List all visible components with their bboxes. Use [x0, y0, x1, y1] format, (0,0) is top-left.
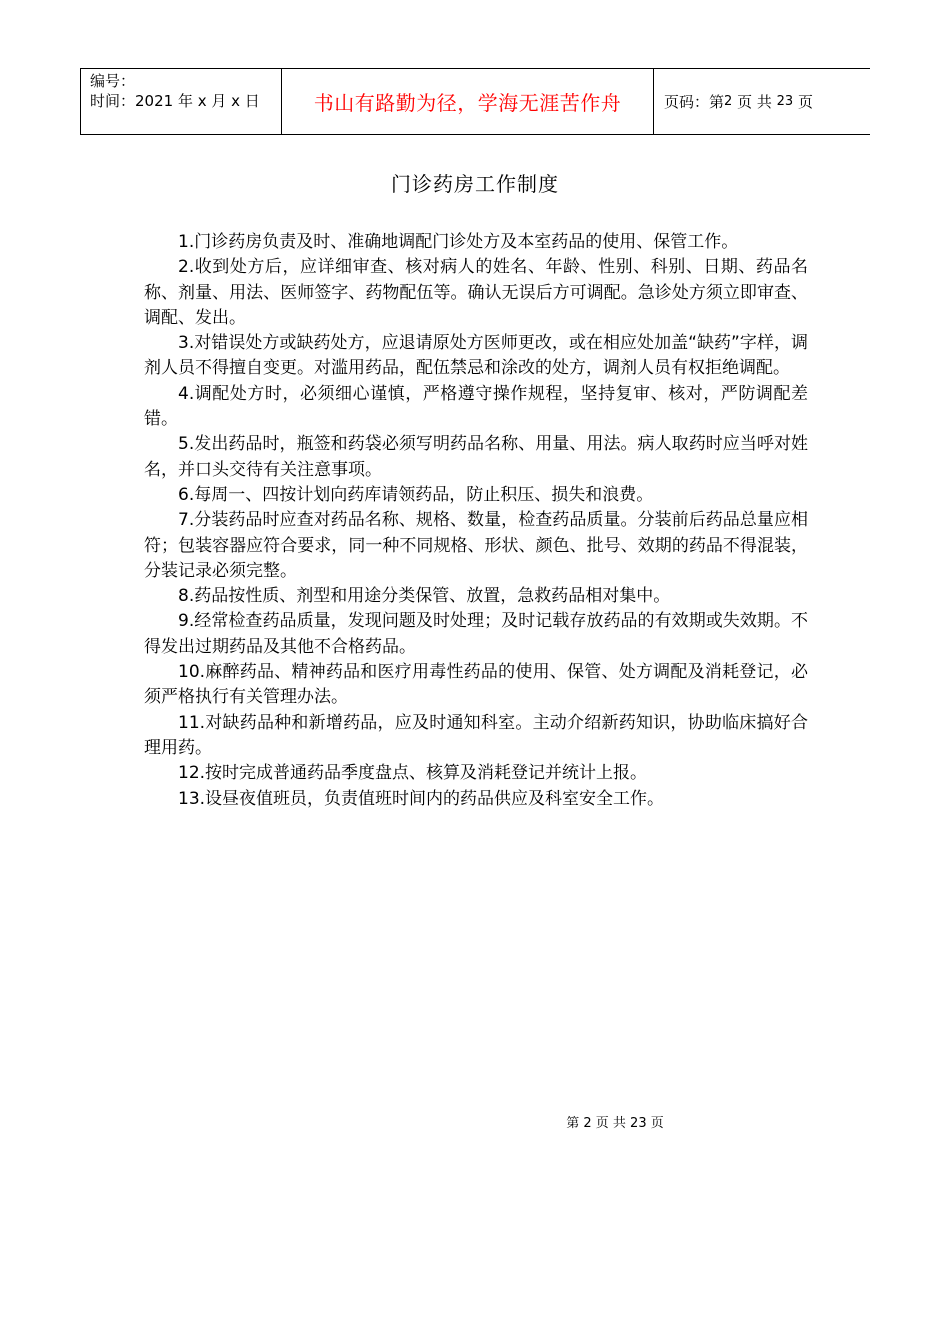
paragraph: 5.发出药品时，瓶签和药袋必须写明药品名称、用量、用法。病人取药时应当呼对姓名，并口头交待有关注意事项。	[144, 434, 808, 480]
paragraph: 13.设昼夜值班员，负责值班时间内的药品供应及科室安全工作。	[178, 788, 665, 809]
document-title: 门诊药房工作制度	[391, 172, 559, 196]
page-footer: 第 2 页 共 23 页	[566, 1116, 664, 1131]
document-header	[80, 68, 870, 135]
page-end: 页	[797, 93, 813, 111]
paragraph: 3.对错误处方或缺药处方，应退请原处方医师更改，或在相应处加盖“缺药”字样，调剂人员不得擅自变更。对滥用药品，配伍禁忌和涂改的处方，调剂人员有权拒绝调配。	[144, 333, 808, 379]
paragraph: 4.调配处方时，必须细心谨慎，严格遵守操作规程，坚持复审、核对，严防调配差错。	[144, 383, 808, 430]
time-label: 时间：2021 年 x 月 x 日	[90, 92, 260, 110]
paragraph: 6.每周一、四按计划向药库请领药品，防止积压、损失和浪费。	[178, 484, 654, 505]
header-page-info	[654, 69, 870, 134]
page-total: 23	[776, 94, 794, 109]
document-body	[144, 230, 808, 812]
paragraph: 2.收到处方后，应详细审查、核对病人的姓名、年龄、性别、科别、日期、药品名称、剂量、用法、医师签字、药物配伍等。确认无误后方可调配。急诊处方须立即审查、调配、发出。	[144, 257, 808, 328]
page-current: 2	[724, 94, 733, 109]
number-label: 编号：	[90, 72, 136, 90]
paragraph: 12.按时完成普通药品季度盘点、核算及消耗登记并统计上报。	[178, 763, 648, 784]
paragraph: 8.药品按性质、剂型和用途分类保管、放置，急救药品相对集中。	[178, 586, 671, 607]
header-meta	[81, 69, 282, 134]
page-label: 页码：第	[664, 93, 725, 111]
paragraph: 11.对缺药品种和新增药品，应及时通知科室。主动介绍新药知识，协助临床搞好合理用药。	[144, 712, 808, 758]
paragraph: 9.经常检查药品质量，发现问题及时处理；及时记载存放药品的有效期或失效期。不得发出过期药品及其他不合格药品。	[144, 611, 808, 657]
paragraph: 1.门诊药房负责及时、准确地调配门诊处方及本室药品的使用、保管工作。	[178, 232, 739, 252]
paragraph: 10.麻醉药品、精神药品和医疗用毒性药品的使用、保管、处方调配及消耗登记，必须严格执行有关管理办法。	[144, 662, 808, 708]
header-motto: 书山有路勤为径，学海无涯苦作舟	[282, 69, 654, 134]
page-mid: 页 共	[737, 93, 772, 111]
paragraph: 7.分装药品时应查对药品名称、规格、数量，检查药品质量。分装前后药品总量应相符；包装容器应符合要求，同一种不同规格、形状、颜色、批号、效期的药品不得混装，分装记录必须完整。	[144, 510, 808, 581]
